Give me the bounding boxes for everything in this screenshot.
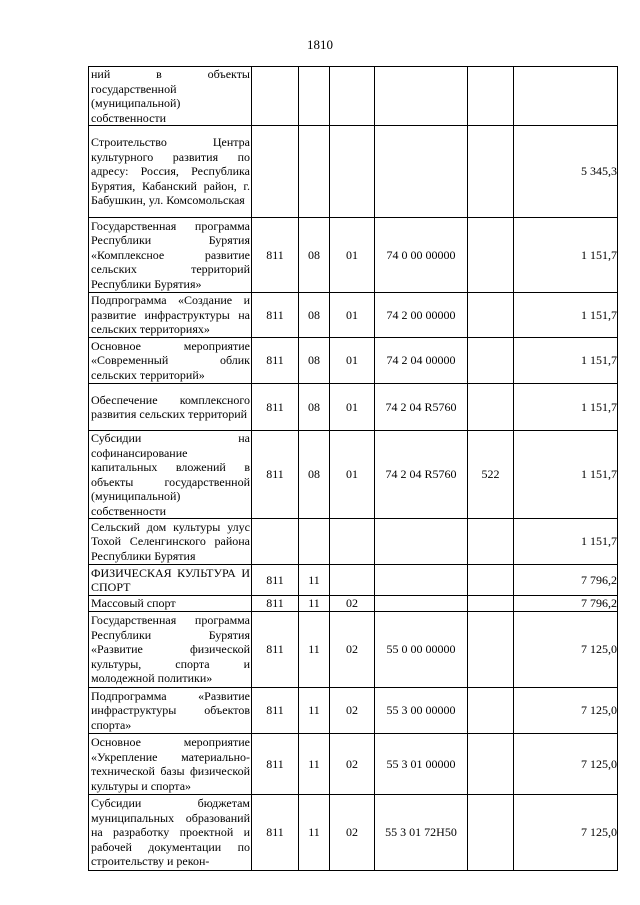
row-name-cell	[89, 293, 252, 338]
row-name-cell	[89, 688, 252, 734]
amount-cell: 1 151,7	[514, 218, 618, 293]
table-row	[89, 67, 618, 126]
table-row	[89, 293, 618, 338]
amount-cell: 1 151,7	[514, 431, 618, 519]
rz-cell: 11	[299, 612, 330, 688]
row-name-cell	[89, 126, 252, 218]
amount-cell: 7 125,0	[514, 734, 618, 795]
rz-cell: 08	[299, 338, 330, 384]
vr-cell	[468, 67, 514, 126]
rz-cell: 11	[299, 688, 330, 734]
table-row	[89, 431, 618, 519]
row-name-cell	[89, 612, 252, 688]
pr-cell: 02	[330, 734, 375, 795]
row-name: Государственная программа Республики Бурятия «Развитие физической культуры, спорта и молодежной политики»	[91, 613, 250, 686]
amount-cell: 5 345,3	[514, 126, 618, 218]
gr-cell	[252, 67, 299, 126]
gr-cell: 811	[252, 565, 299, 596]
rz-cell: 11	[299, 596, 330, 612]
pr-cell: 01	[330, 293, 375, 338]
gr-cell: 811	[252, 218, 299, 293]
csr-cell: 55 3 01 72Н50	[375, 795, 468, 871]
csr-cell: 55 3 00 00000	[375, 688, 468, 734]
gr-cell: 811	[252, 734, 299, 795]
table-row	[89, 596, 618, 612]
row-name: Сельский дом культуры улус Тохой Селенгинского района Республики Бурятия	[91, 519, 250, 563]
pr-cell: 02	[330, 795, 375, 871]
amount-cell: 7 125,0	[514, 795, 618, 871]
row-name: Подпрограмма «Создание и развитие инфраструктуры на сельских территориях»	[91, 293, 250, 337]
pr-cell: 02	[330, 612, 375, 688]
pr-cell: 01	[330, 384, 375, 431]
pr-cell: 02	[330, 688, 375, 734]
gr-cell: 811	[252, 293, 299, 338]
csr-cell: 74 2 00 00000	[375, 293, 468, 338]
amount-cell: 7 125,0	[514, 688, 618, 734]
rz-cell	[299, 519, 330, 565]
rz-cell	[299, 67, 330, 126]
row-name: Обеспечение комплексного развития сельских территорий	[91, 392, 250, 421]
row-name: ФИЗИЧЕСКАЯ КУЛЬТУРА И СПОРТ	[91, 565, 250, 594]
row-name: Государственная программа Республики Бурятия «Комплексное развитие сельских территорий Республики Бурятия»	[91, 218, 250, 291]
csr-cell: 74 0 00 00000	[375, 218, 468, 293]
vr-cell	[468, 338, 514, 384]
table-row	[89, 338, 618, 384]
table-row	[89, 612, 618, 688]
amount-cell	[514, 67, 618, 126]
rz-cell: 08	[299, 384, 330, 431]
csr-cell: 55 0 00 00000	[375, 612, 468, 688]
csr-cell: 74 2 04 R5760	[375, 431, 468, 519]
amount-cell: 1 151,7	[514, 293, 618, 338]
row-name-cell	[89, 596, 252, 612]
row-name: Основное мероприятие «Укрепление материально-технической базы физической культуры и спорта»	[91, 735, 250, 793]
table-row	[89, 384, 618, 431]
pr-cell: 01	[330, 218, 375, 293]
gr-cell: 811	[252, 384, 299, 431]
pr-cell	[330, 67, 375, 126]
csr-cell	[375, 596, 468, 612]
vr-cell	[468, 612, 514, 688]
vr-cell: 522	[468, 431, 514, 519]
vr-cell	[468, 126, 514, 218]
row-name-cell	[89, 565, 252, 596]
row-name: Субсидии бюджетам муниципальных образований на разработку проектной и рабочей документации по строительству и рекон-	[91, 796, 250, 869]
row-name-cell	[89, 67, 252, 126]
csr-cell: 74 2 04 R5760	[375, 384, 468, 431]
rz-cell	[299, 126, 330, 218]
gr-cell: 811	[252, 688, 299, 734]
pr-cell: 01	[330, 338, 375, 384]
rz-cell: 11	[299, 795, 330, 871]
row-name-cell	[89, 519, 252, 565]
rz-cell: 11	[299, 734, 330, 795]
gr-cell: 811	[252, 795, 299, 871]
page-number: 1810	[307, 37, 333, 52]
vr-cell	[468, 688, 514, 734]
csr-cell	[375, 126, 468, 218]
row-name-cell	[89, 218, 252, 293]
amount-cell: 1 151,7	[514, 519, 618, 565]
csr-cell	[375, 565, 468, 596]
vr-cell	[468, 293, 514, 338]
table-row	[89, 218, 618, 293]
gr-cell: 811	[252, 596, 299, 612]
gr-cell	[252, 519, 299, 565]
row-name: Основное мероприятие «Современный облик сельских территорий»	[91, 338, 250, 382]
amount-cell: 1 151,7	[514, 384, 618, 431]
amount-cell: 7 796,2	[514, 596, 618, 612]
row-name-cell	[89, 338, 252, 384]
rz-cell: 08	[299, 431, 330, 519]
vr-cell	[468, 565, 514, 596]
row-name-cell	[89, 795, 252, 871]
budget-table-body	[89, 67, 618, 871]
table-row	[89, 565, 618, 596]
table-row	[89, 126, 618, 218]
gr-cell: 811	[252, 612, 299, 688]
gr-cell: 811	[252, 431, 299, 519]
budget-table	[88, 66, 618, 871]
csr-cell	[375, 519, 468, 565]
table-row	[89, 734, 618, 795]
pr-cell: 02	[330, 596, 375, 612]
row-name: Подпрограмма «Развитие инфраструктуры объектов спорта»	[91, 688, 250, 732]
vr-cell	[468, 596, 514, 612]
rz-cell: 11	[299, 565, 330, 596]
row-name: Строительство Центра культурного развития по адресу: Россия, Республика Бурятия, Кабанский район, г. Бабушкин, ул. Комсомольская	[91, 135, 250, 208]
amount-cell: 7 125,0	[514, 612, 618, 688]
vr-cell	[468, 384, 514, 431]
vr-cell	[468, 734, 514, 795]
rz-cell: 08	[299, 218, 330, 293]
pr-cell	[330, 519, 375, 565]
vr-cell	[468, 795, 514, 871]
table-row	[89, 519, 618, 565]
csr-cell: 74 2 04 00000	[375, 338, 468, 384]
pr-cell	[330, 126, 375, 218]
table-row	[89, 795, 618, 871]
pr-cell: 01	[330, 431, 375, 519]
rz-cell: 08	[299, 293, 330, 338]
table-row	[89, 688, 618, 734]
amount-cell: 1 151,7	[514, 338, 618, 384]
row-name-cell	[89, 734, 252, 795]
vr-cell	[468, 519, 514, 565]
gr-cell	[252, 126, 299, 218]
csr-cell	[375, 67, 468, 126]
row-name: Массовый спорт	[91, 596, 176, 611]
pr-cell	[330, 565, 375, 596]
vr-cell	[468, 218, 514, 293]
amount-cell: 7 796,2	[514, 565, 618, 596]
csr-cell: 55 3 01 00000	[375, 734, 468, 795]
row-name: ний в объекты государственной (муниципальной) собственности	[91, 67, 250, 125]
gr-cell: 811	[252, 338, 299, 384]
row-name-cell	[89, 384, 252, 431]
row-name-cell	[89, 431, 252, 519]
row-name: Субсидии на софинансирование капитальных вложений в объекты государственной (муниципальной) собственности	[91, 431, 250, 518]
